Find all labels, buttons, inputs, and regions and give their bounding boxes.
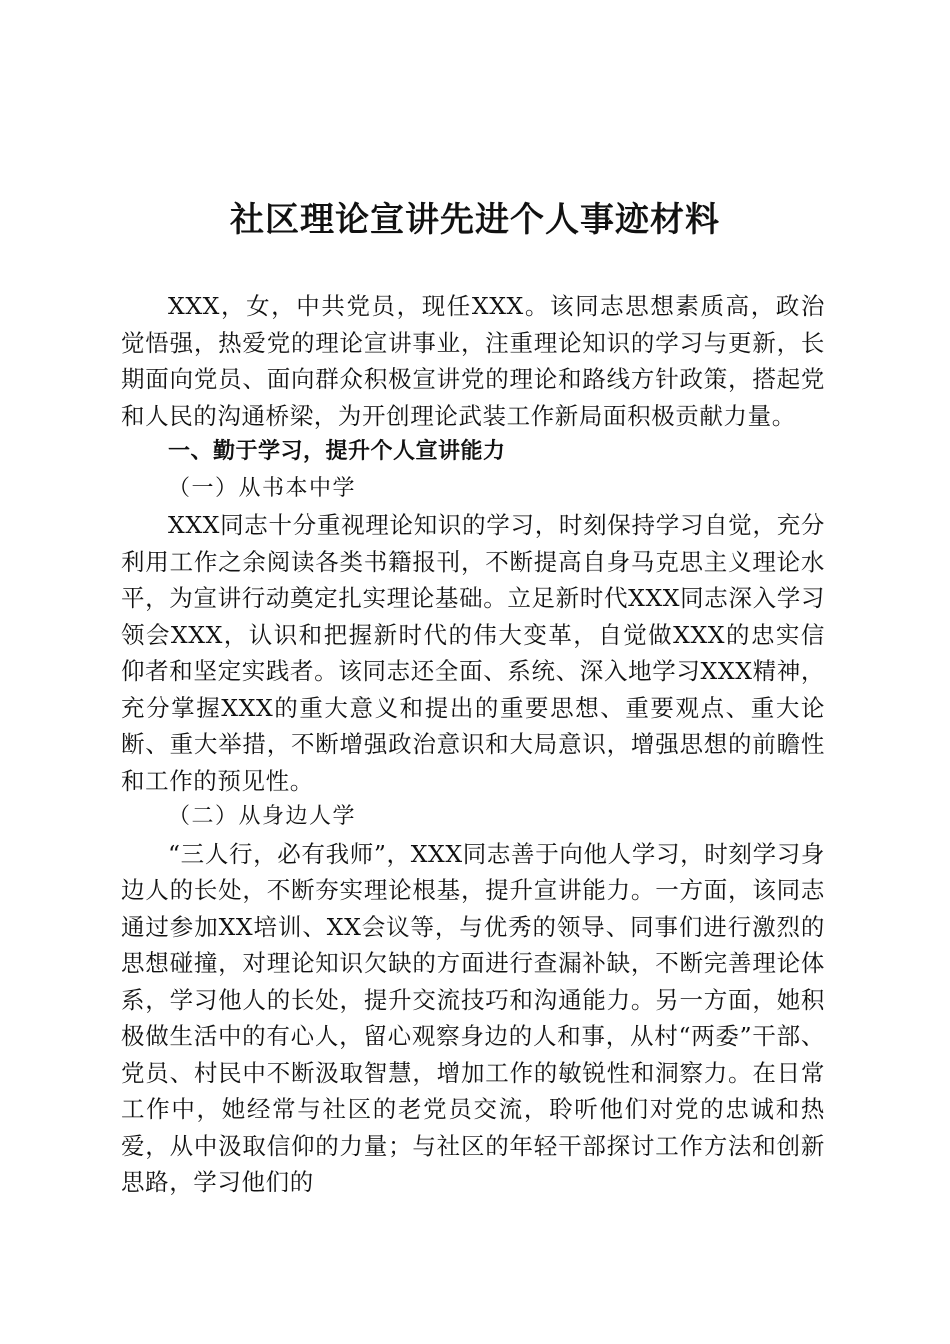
intro-paragraph: XXX，女，中共党员，现任XXX。该同志思想素质高，政治觉悟强，热爱党的理论宣讲事业，注重理论知识的学习与更新，长期面向党员、面向群众积极宣讲党的理论和路线方针政策，搭起党和人民的沟通桥梁，为开创理论武装工作新局面积极贡献力量。 [121,292,825,430]
subsection-1-paragraph: XXX同志十分重视理论知识的学习，时刻保持学习自觉，充分利用工作之余阅读各类书籍报刊，不断提高自身马克思主义理论水平，为宣讲行动奠定扎实理论基础。立足新时代XXX同志深入学习领会XXX，认识和把握新时代的伟大变革，自觉做XXX的忠实信仰者和坚定实践者。该同志还全面、系统、深入地学习XXX精神，充分掌握XXX的重大意义和提出的重要思想、重要观点、重大论断、重大举措，不断增强政治意识和大局意识，增强思想的前瞻性和工作的预见性。 [121,511,825,795]
section-1-heading: 一、勤于学习，提升个人宣讲能力 [168,439,506,464]
document-body [121,288,825,1201]
subsection-2-paragraph: “三人行，必有我师”，XXX同志善于向他人学习，时刻学习身边人的长处，不断夯实理论根基，提升宣讲能力。一方面，该同志通过参加XX培训、XX会议等，与优秀的领导、同事们进行激烈的思想碰撞，对理论知识欠缺的方面进行查漏补缺，不断完善理论体系，学习他人的长处，提升交流技巧和沟通能力。另一方面，她积极做生活中的有心人，留心观察身边的人和事，从村“两委”干部、党员、村民中不断汲取智慧，增加工作的敏锐性和洞察力。在日常工作中，她经常与社区的老党员交流，聆听他们对党的忠诚和热爱，从中汲取信仰的力量；与社区的年轻干部探讨工作方法和创新思路，学习他们的 [121,839,825,1196]
subsection-2-heading: （二）从身边人学 [168,804,357,829]
subsection-1-heading: （一）从书本中学 [168,475,357,501]
document-title: 社区理论宣讲先进个人事迹材料 [230,200,720,240]
